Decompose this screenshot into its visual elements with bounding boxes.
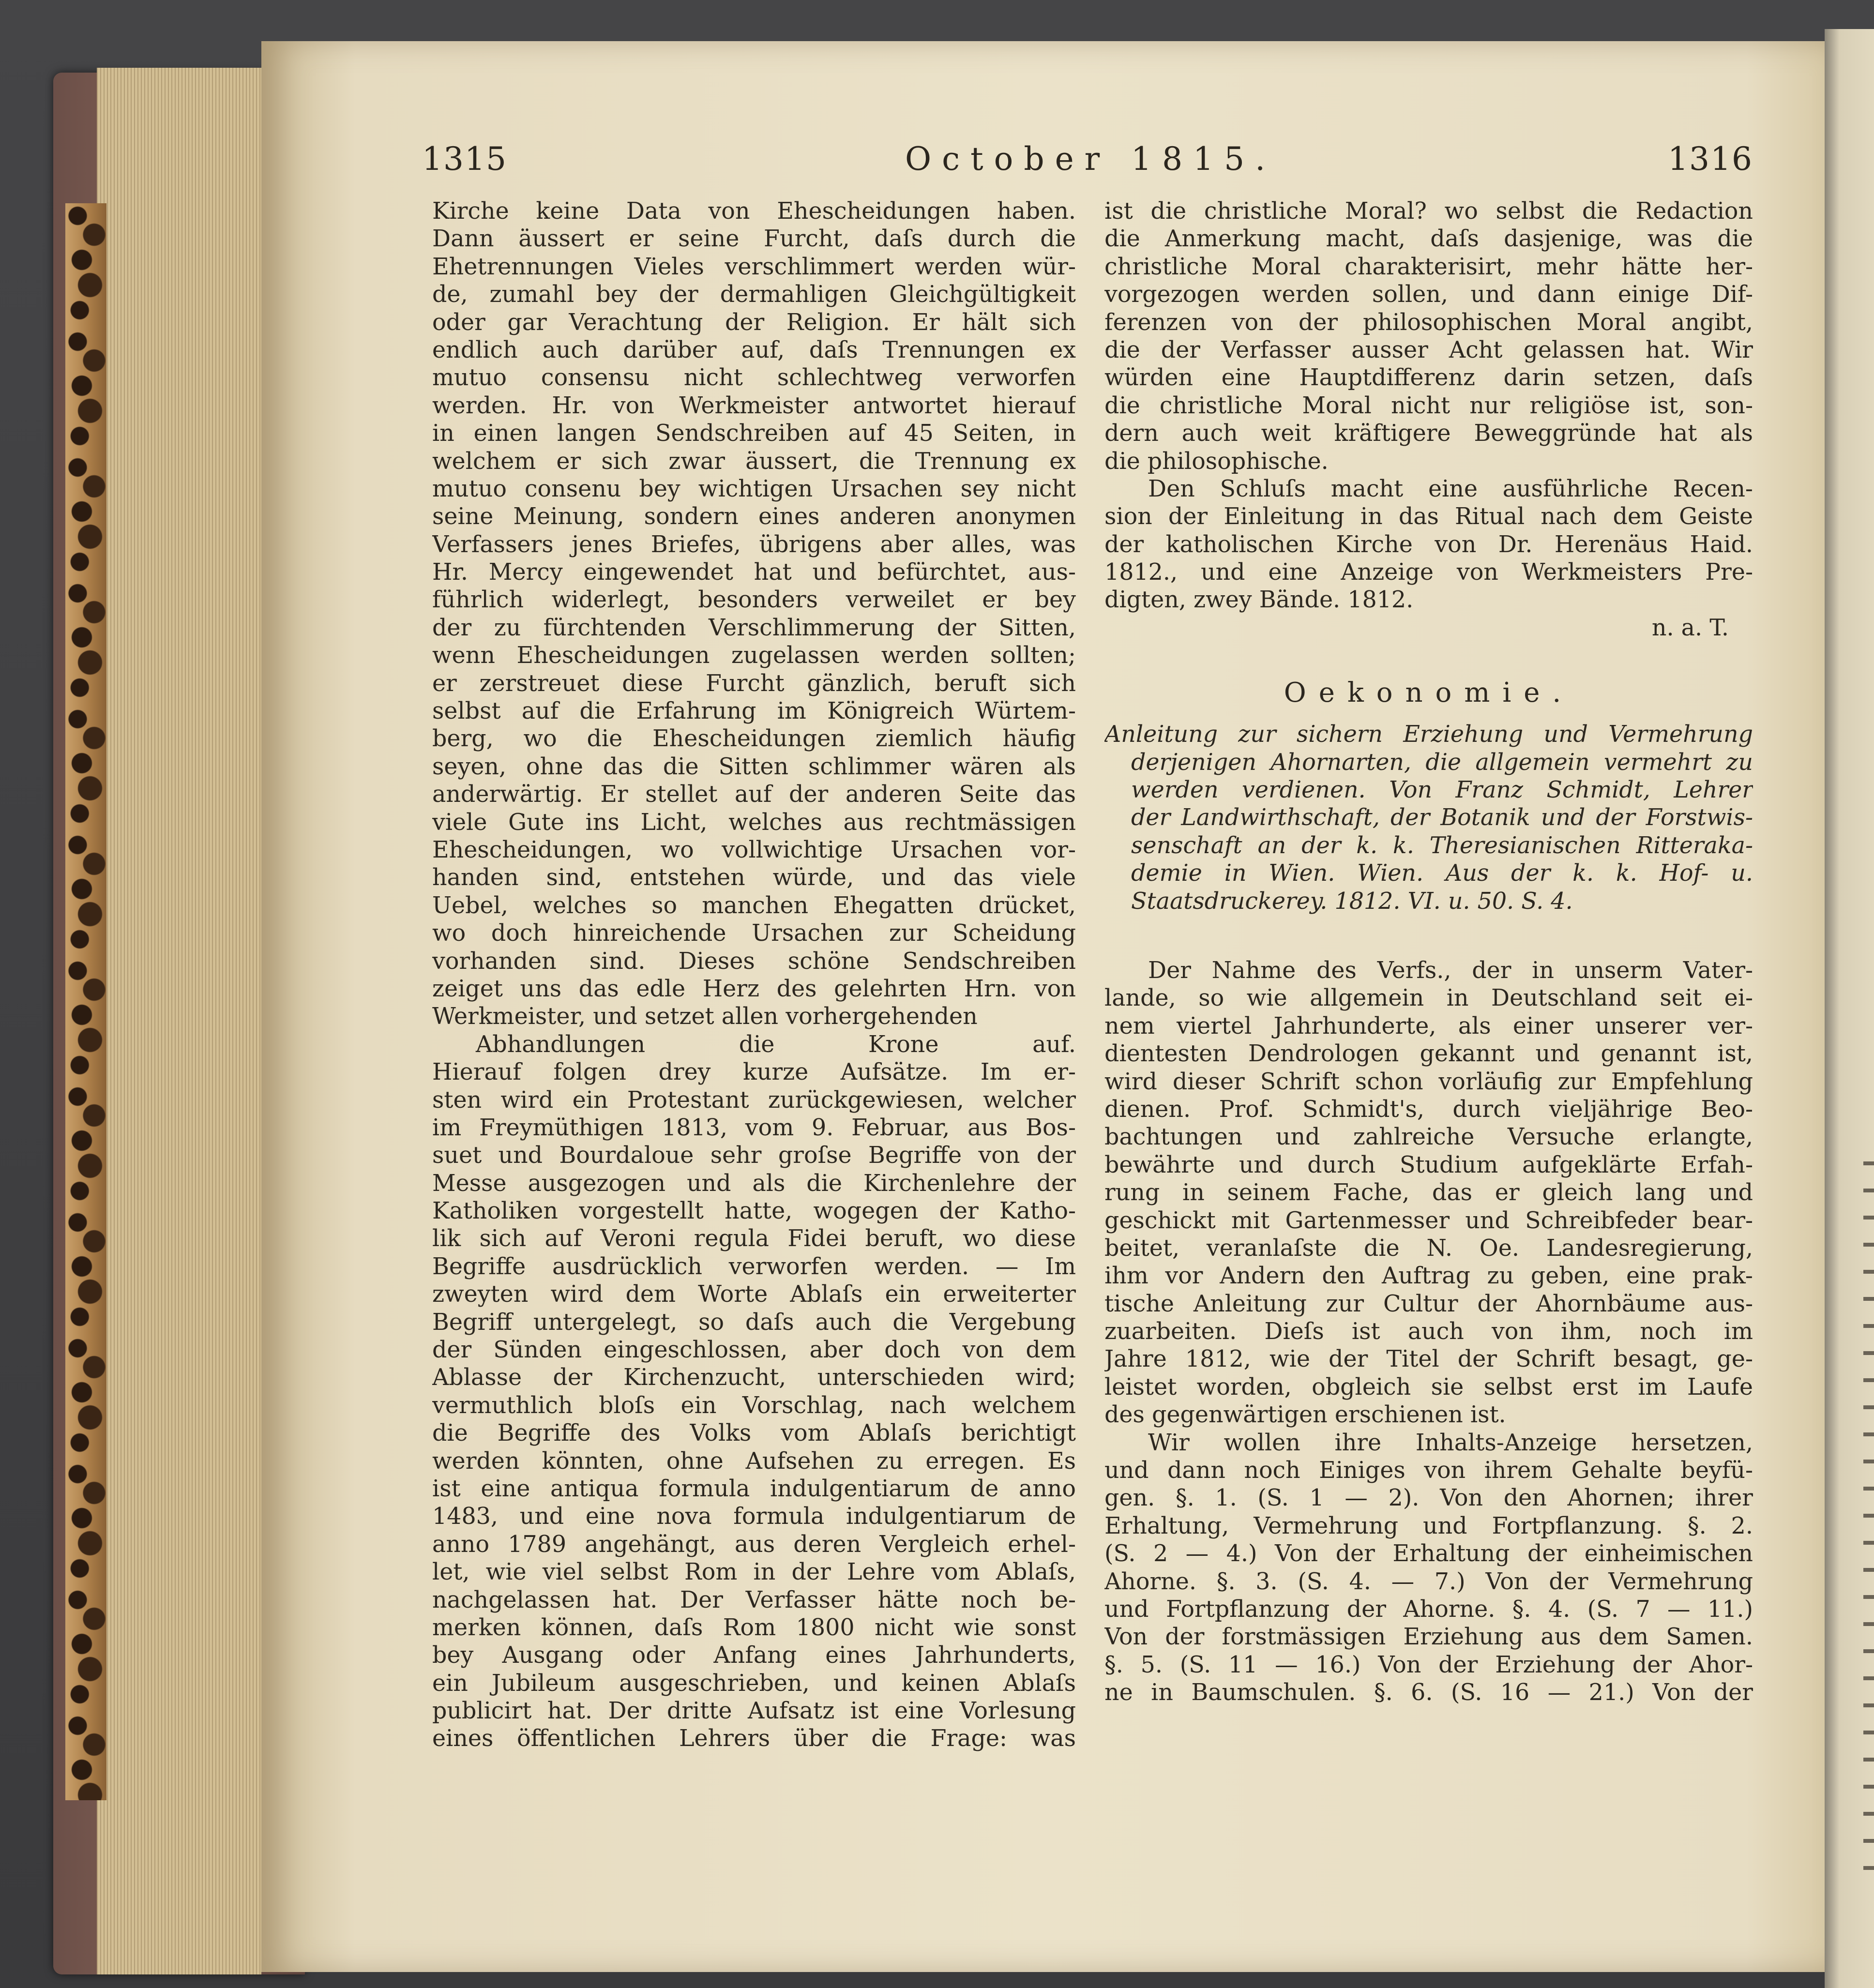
text-line: die christliche Moral nicht nur religiöse ist, son-: [1104, 392, 1753, 419]
text-line: im Freymüthigen 1813, vom 9. Februar, aus Bos-: [432, 1114, 1076, 1141]
right-text-column: [1104, 197, 1753, 1707]
text-line: Hierauf folgen drey kurze Aufsätze. Im er-: [432, 1059, 1076, 1086]
text-line: die philosophische.: [1104, 448, 1329, 475]
text-line: wenn Ehescheidungen zugelassen werden sollten;: [432, 642, 1076, 669]
text-line: selbst auf die Erfahrung im Königreich Würtem-: [432, 698, 1076, 725]
text-line: Wir wollen ihre Inhalts-Anzeige hersetzen,: [1148, 1429, 1753, 1456]
text-line: oder gar Verachtung der Religion. Er hält sich: [432, 309, 1076, 336]
text-line: zeiget uns das edle Herz des gelehrten Hrn. von: [432, 975, 1076, 1002]
text-line: wo doch hinreichende Ursachen zur Scheidung: [432, 920, 1076, 947]
text-line: bey Ausgang oder Anfang eines Jahrhunderts,: [432, 1642, 1076, 1669]
text-line: mutuo consenu bey wichtigen Ursachen sey nicht: [432, 475, 1076, 502]
text-line: leistet worden, obgleich sie selbst erst im Laufe: [1104, 1373, 1753, 1401]
next-page-text-fragments: [1863, 1161, 1874, 1887]
text-line: Werkmeister, und setzet allen vorhergehenden: [432, 1003, 978, 1030]
text-line: Erhaltung, Vermehrung und Fortpflanzung. §. 2.: [1104, 1512, 1753, 1539]
text-line: zweyten wird dem Worte Ablaſs ein erweiterter: [432, 1281, 1076, 1308]
page-edges-shading: [97, 68, 261, 1974]
text-line: ne in Baumschulen. §. 6. (S. 16 — 21.) Von der: [1104, 1679, 1753, 1706]
text-line: vermuthlich bloſs ein Vorschlag, nach welchem: [432, 1392, 1076, 1419]
text-line: die der Verfasser ausser Acht gelassen hat. Wir: [1104, 336, 1753, 363]
text-line: er zerstreuet diese Furcht gänzlich, beruft sich: [432, 670, 1076, 697]
text-line: vorgezogen werden sollen, und dann einige Dif-: [1104, 281, 1753, 308]
text-line: digten, zwey Bände. 1812.: [1104, 587, 1414, 614]
text-line: tische Anleitung zur Cultur der Ahornbäume aus-: [1104, 1290, 1753, 1317]
text-line: seine Meinung, sondern eines anderen anonymen: [432, 503, 1076, 530]
text-line: Ehetrennungen Vieles verschlimmert werden wür-: [432, 253, 1076, 280]
text-line: bewährte und durch Studium aufgeklärte Erfah-: [1104, 1151, 1753, 1178]
text-line: dientesten Dendrologen gekannt und genannt ist,: [1104, 1040, 1753, 1068]
text-line: dienen. Prof. Schmidt's, durch vieljährige Beo-: [1104, 1096, 1753, 1123]
text-line: sten wird ein Protestant zurückgewiesen, welcher: [432, 1086, 1076, 1114]
spacer: [1104, 915, 1753, 957]
text-line: merken können, daſs Rom 1800 nicht wie sonst: [432, 1614, 1076, 1641]
text-line: Von der forstmässigen Erziehung aus dem Samen.: [1104, 1624, 1753, 1651]
text-line: Katholiken vorgestellt hatte, wogegen der Katho-: [432, 1198, 1076, 1225]
text-line: zuarbeiten. Dieſs ist auch von ihm, noch im: [1104, 1318, 1753, 1345]
text-line: geschickt mit Gartenmesser und Schreibfeder bear-: [1104, 1207, 1753, 1234]
review-continuation: [1104, 197, 1753, 614]
text-line: derjenigen Ahornarten, die allgemein vermehrt zu: [1131, 749, 1753, 776]
text-line: Ablasse der Kirchenzucht, unterschieden wird;: [432, 1364, 1076, 1391]
section-heading: Oekonomie.: [1284, 677, 1574, 709]
text-line: Ehescheidungen, wo vollwichtige Ursachen vor-: [432, 836, 1076, 863]
text-line: die Begriffe des Volks vom Ablaſs berichtigt: [432, 1420, 1076, 1447]
text-line: Begriff untergelegt, so daſs auch die Vergebung: [432, 1309, 1076, 1336]
review-signature: n. a. T.: [1651, 614, 1729, 641]
text-line: Kirche keine Data von Ehescheidungen haben.: [432, 198, 1076, 225]
text-line: die Anmerkung macht, daſs dasjenige, was die: [1104, 226, 1753, 253]
text-line: werden könnten, ohne Aufsehen zu erregen. Es: [432, 1447, 1076, 1475]
text-line: in einen langen Sendschreiben auf 45 Seiten, in: [432, 420, 1076, 447]
text-line: ihm vor Andern den Auftrag zu geben, eine prak-: [1104, 1263, 1753, 1290]
left-page-number: 1315: [422, 140, 507, 178]
text-line: Hr. Mercy eingewendet hat und befürchtet, aus-: [432, 559, 1076, 586]
text-line: Messe ausgezogen und als die Kirchenlehre der: [432, 1170, 1076, 1197]
right-page-number: 1316: [1668, 140, 1753, 178]
text-line: des gegenwärtigen erschienen ist.: [1104, 1401, 1506, 1429]
text-line: Der Nahme des Verfs., der in unserm Vater-: [1148, 957, 1753, 984]
marbled-edge: [65, 203, 106, 1800]
text-line: der Sünden eingeschlossen, aber doch von dem: [432, 1337, 1076, 1364]
text-line: 1812., und eine Anzeige von Werkmeisters Pre-: [1104, 559, 1753, 586]
text-line: handen sind, entstehen würde, und das viele: [432, 864, 1076, 891]
text-line: welchem er sich zwar äussert, die Trennung ex: [432, 448, 1076, 475]
text-line: seyen, ohne das die Sitten schlimmer wären als: [432, 753, 1076, 780]
text-line: berg, wo die Ehescheidungen ziemlich häufig: [432, 725, 1076, 753]
left-text-column: [432, 197, 1076, 1753]
text-line: werden. Hr. von Werkmeister antwortet hierauf: [432, 392, 1076, 419]
text-line: Anleitung zur sichern Erziehung und Vermehrung: [1104, 721, 1753, 748]
text-line: mutuo consensu nicht schlechtweg verworfen: [432, 364, 1076, 392]
text-line: gen. §. 1. (S. 1 — 2). Von den Ahornen; ihrer: [1104, 1485, 1753, 1512]
text-line: ferenzen von der philosophischen Moral angibt,: [1104, 309, 1753, 336]
text-line: senschaft an der k. k. Theresianischen Ritteraka-: [1131, 832, 1753, 859]
text-line: vorhanden sind. Dieses schöne Sendschreiben: [432, 948, 1076, 975]
text-line: Staatsdruckerey. 1812. VI. u. 50. S. 4.: [1131, 888, 1573, 915]
text-line: Abhandlungen die Krone auf.: [476, 1031, 1076, 1058]
text-line: lande, so wie allgemein in Deutschland seit ei-: [1104, 985, 1753, 1012]
book-citation: [1104, 721, 1753, 915]
text-line: endlich auch darüber auf, daſs Trennungen ex: [432, 336, 1076, 363]
text-line: beitet, veranlaſste die N. Oe. Landesregierung,: [1104, 1235, 1753, 1262]
text-line: Begriffe ausdrücklich verworfen werden. — Im: [432, 1253, 1076, 1280]
text-line: de, zumahl bey der dermahligen Gleichgültigkeit: [432, 281, 1076, 308]
text-line: dern auch weit kräftigere Beweggründe hat als: [1104, 420, 1753, 447]
text-line: christliche Moral charakterisirt, mehr hätte her-: [1104, 253, 1753, 280]
text-line: der Landwirthschaft, der Botanik und der Forstwis-: [1131, 804, 1753, 831]
text-line: viele Gute ins Licht, welches aus rechtmässigen: [432, 809, 1076, 836]
text-line: führlich widerlegt, besonders verweilet er bey: [432, 587, 1076, 614]
text-line: Verfassers jenes Briefes, übrigens aber alles, was: [432, 531, 1076, 558]
text-line: wird dieser Schrift schon vorläufig zur Empfehlung: [1104, 1068, 1753, 1095]
text-line: Uebel, welches so manchen Ehegatten drücket,: [432, 892, 1076, 919]
text-line: lik sich auf Veroni regula Fidei beruft, wo diese: [432, 1225, 1076, 1252]
text-line: bachtungen und zahlreiche Versuche erlangte,: [1104, 1124, 1753, 1151]
text-line: ein Jubileum ausgeschrieben, und keinen Ablaſs: [432, 1670, 1076, 1697]
text-line: eines öffentlichen Lehrers über die Frage: was: [432, 1725, 1076, 1752]
review-body: [1104, 957, 1753, 1707]
text-line: werden verdienen. Von Franz Schmidt, Lehrer: [1131, 777, 1753, 804]
text-line: suet und Bourdaloue sehr groſse Begriffe von der: [432, 1142, 1076, 1169]
text-line: der katholischen Kirche von Dr. Herenäus Haid.: [1104, 531, 1753, 558]
text-line: anderwärtig. Er stellet auf der anderen Seite das: [432, 781, 1076, 808]
text-line: ist eine antiqua formula indulgentiarum de anno: [432, 1475, 1076, 1502]
text-line: nem viertel Jahrhunderte, als einer unserer ver-: [1104, 1012, 1753, 1039]
text-line: Ahorne. §. 3. (S. 4. — 7.) Von der Vermehrung: [1104, 1568, 1753, 1595]
text-line: und Fortpflanzung der Ahorne. §. 4. (S. 7 — 11.): [1104, 1596, 1753, 1623]
text-line: demie in Wien. Wien. Aus der k. k. Hof- u.: [1131, 860, 1753, 887]
text-line: sion der Einleitung in das Ritual nach dem Geiste: [1104, 503, 1753, 530]
running-title: October 1815.: [905, 140, 1276, 178]
text-line: würden eine Hauptdifferenz darin setzen, daſs: [1104, 364, 1753, 392]
text-line: publicirt hat. Der dritte Aufsatz ist eine Vorlesung: [432, 1698, 1076, 1725]
text-line: 1483, und eine nova formula indulgentiarum de: [432, 1503, 1076, 1530]
text-line: §. 5. (S. 11 — 16.) Von der Erziehung der Ahor-: [1104, 1651, 1753, 1678]
text-line: Dann äussert er seine Furcht, daſs durch die: [432, 226, 1076, 253]
text-line: nachgelassen hat. Der Verfasser hätte noch be-: [432, 1586, 1076, 1613]
text-line: rung in seinem Fache, das er gleich lang und: [1104, 1179, 1753, 1206]
text-line: anno 1789 angehängt, aus deren Vergleich erhel-: [432, 1531, 1076, 1558]
text-line: Den Schluſs macht eine ausführliche Recen-: [1148, 475, 1753, 502]
text-line: und dann noch Einiges von ihrem Gehalte beyfü-: [1104, 1457, 1753, 1484]
text-line: let, wie viel selbst Rom in der Lehre vom Ablaſs,: [432, 1559, 1076, 1586]
text-line: (S. 2 — 4.) Von der Erhaltung der einheimischen: [1104, 1540, 1753, 1567]
text-line: Jahre 1812, wie der Titel der Schrift besagt, ge-: [1104, 1346, 1753, 1373]
text-line: ist die christliche Moral? wo selbst die Redaction: [1104, 198, 1753, 225]
text-line: der zu fürchtenden Verschlimmerung der Sitten,: [432, 614, 1076, 641]
